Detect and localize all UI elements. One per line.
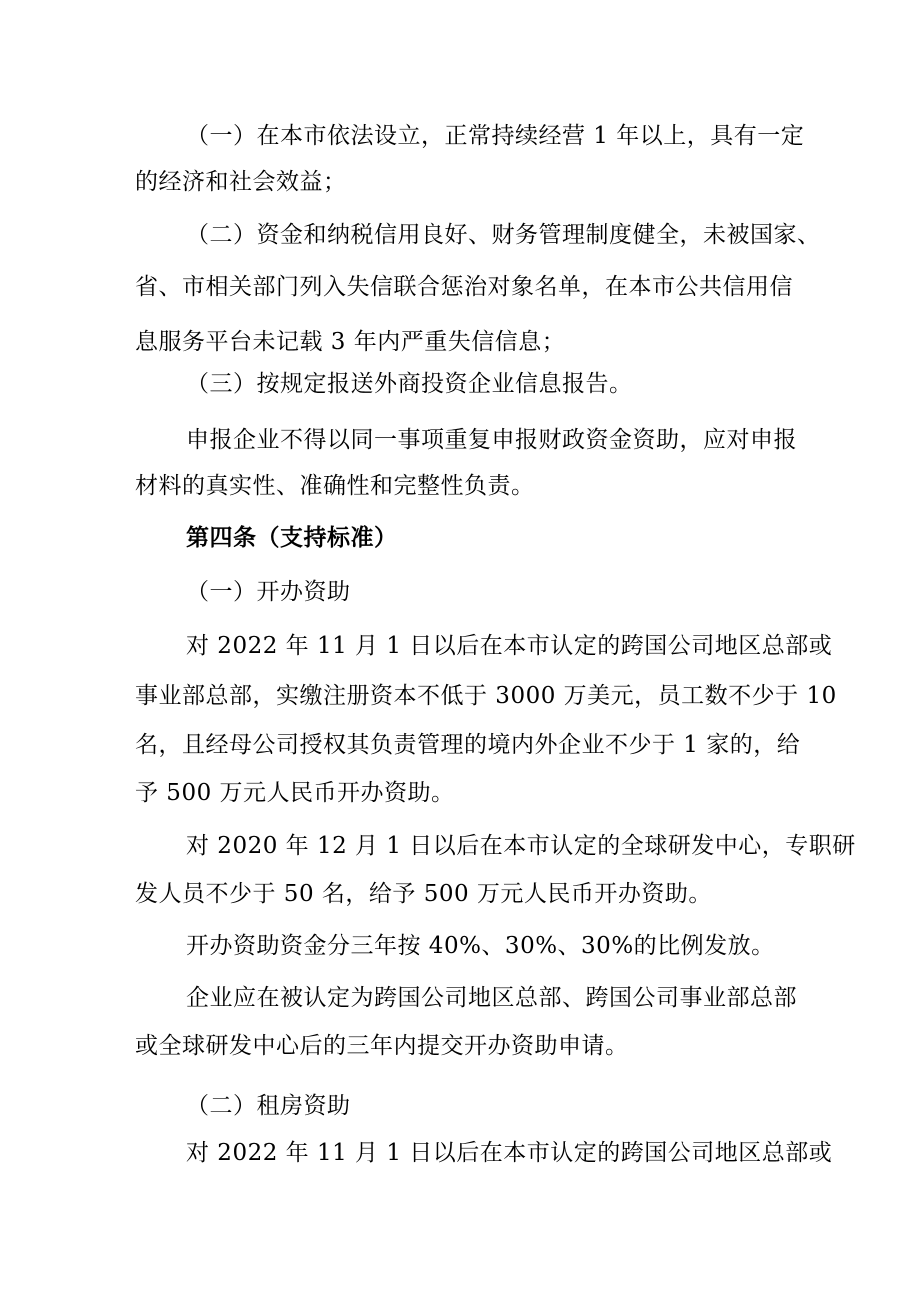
text-line: 对 2020 年 12 月 1 日以后在本市认定的全球研发中心，专职研 [186,833,856,859]
text-line: 对 2022 年 11 月 1 日以后在本市认定的跨国公司地区总部或 [186,633,833,659]
text-line: （三）按规定报送外商投资企业信息报告。 [186,371,633,397]
text-line: 的经济和社会效益； [135,169,347,195]
section-heading: 第四条（支持标准） [186,524,398,551]
text-line: 息服务平台未记载 3 年内严重失信信息； [135,329,566,355]
text-line: 发人员不少于 50 名，给予 500 万元人民币开办资助。 [135,881,712,907]
text-line: 对 2022 年 11 月 1 日以后在本市认定的跨国公司地区总部或 [186,1140,833,1166]
text-line: 省、市相关部门列入失信联合惩治对象名单，在本市公共信用信 [135,274,793,300]
subsection-heading: （一）开办资助 [186,579,351,605]
text-line: 或全球研发中心后的三年内提交开办资助申请。 [135,1033,629,1059]
text-line: 予 500 万元人民币开办资助。 [135,780,455,806]
text-line: 开办资助资金分三年按 40%、30%、30%的比例发放。 [186,933,775,959]
text-line: 名，且经母公司授权其负责管理的境内外企业不少于 1 家的，给 [135,732,801,758]
text-line: 事业部总部，实缴注册资本不低于 3000 万美元，员工数不少于 10 [135,683,837,709]
text-line: 材料的真实性、准确性和完整性负责。 [135,473,535,499]
text-line: （一）在本市依法设立，正常持续经营 1 年以上，具有一定 [186,123,805,149]
text-line: 企业应在被认定为跨国公司地区总部、跨国公司事业部总部 [186,985,797,1011]
text-line: 申报企业不得以同一事项重复申报财政资金资助，应对申报 [186,427,797,453]
text-line: （二）资金和纳税信用良好、财务管理制度健全，未被国家、 [186,222,821,248]
subsection-heading: （二）租房资助 [186,1093,351,1119]
